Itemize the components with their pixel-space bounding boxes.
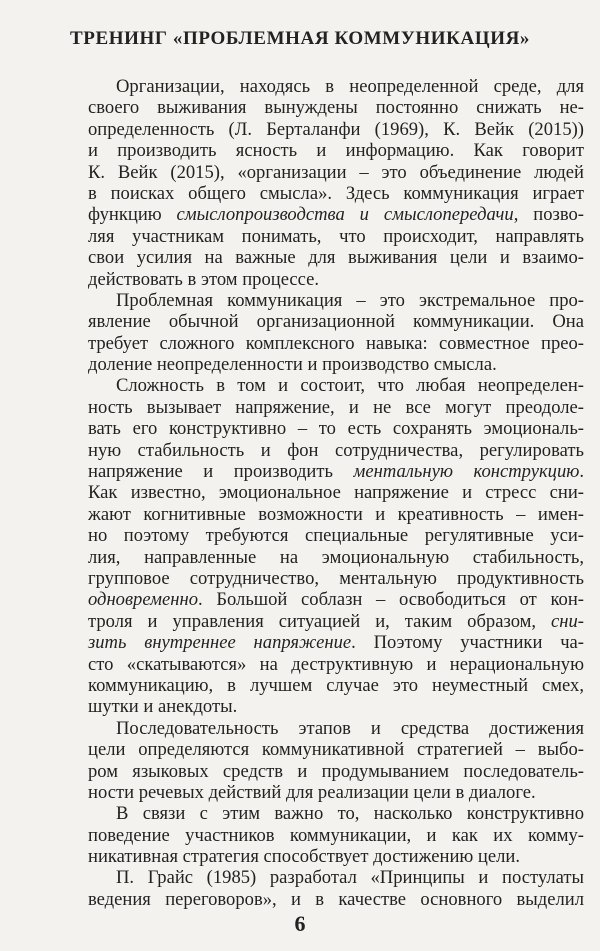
text-line: доление неопределенности и производство смысла. — [88, 354, 497, 376]
text-run: . Поэтому участники ча- — [351, 632, 585, 654]
text-line — [88, 461, 584, 482]
text-line: Проблемная коммуникация – это экстремальное про- — [116, 289, 584, 311]
text-line: Сложность в том и состоит, что любая неопределен- — [116, 375, 584, 397]
text-line: сто «скатываются» на деструктивную и нерациональную — [88, 653, 584, 675]
italic-emphasis: ментальную конструкцию — [353, 461, 580, 483]
italic-emphasis: одновременно — [88, 589, 199, 611]
text-line: Организации, находясь в неопределенной среде, для — [116, 76, 584, 97]
italic-emphasis: зить внутреннее напряжение — [88, 632, 352, 654]
text-run: . Большой соблазн – освободиться от кон- — [198, 589, 584, 611]
text-line: требует сложного комплексного навыка: совместное прео- — [88, 332, 584, 354]
text-line: Как известно, эмоциональное напряжение и стресс сни- — [88, 482, 584, 504]
text-line: ности речевых действий для реализации цели в диалоге. — [88, 781, 536, 803]
text-line — [88, 611, 584, 632]
text-run: функцию — [88, 204, 177, 226]
text-line — [88, 204, 584, 225]
text-run: , позво- — [513, 204, 584, 226]
body-text — [88, 76, 584, 910]
text-line: действовать в этом процессе. — [88, 268, 320, 290]
text-line: определенность (Л. Берталанфи (1969), К. Вейк (2015)) — [88, 118, 584, 140]
text-line: цели определяются коммуникативной стратегией – выбо- — [88, 739, 584, 761]
text-line: ляя участникам понимать, что происходит, направлять — [88, 225, 584, 247]
text-line: в поисках общего смысла». Здесь коммуникация играет — [88, 182, 584, 204]
text-line: В связи с этим важно то, насколько конструктивно — [116, 803, 584, 825]
text-line: и производить ясность и информацию. Как говорит — [88, 140, 584, 162]
text-line: групповое сотрудничество, ментальную продуктивность — [88, 567, 584, 589]
text-run: напряжение и производить — [88, 461, 354, 483]
page-number: 6 — [294, 911, 306, 936]
text-line: Последовательность этапов и средства достижения — [116, 717, 584, 739]
text-line: П. Грайс (1985) разработал «Принципы и постулаты — [116, 867, 584, 889]
text-line: свои усилия на важные для выживания цели и взаимо- — [88, 247, 584, 269]
text-line: К. Вейк (2015), «организации – это объединение людей — [88, 161, 584, 183]
text-line: ную стабильность и фон сотрудничества, регулировать — [88, 439, 584, 461]
text-line: но поэтому требуются специальные регулятивные уси- — [88, 525, 584, 547]
italic-emphasis: смыслопроизводства и смыслопередачи — [176, 204, 514, 226]
text-line: своего выживания вынуждены постоянно снижать не- — [88, 97, 584, 119]
text-line: коммуникацию, в лучшем случае это неуместный смех, — [88, 674, 584, 696]
italic-emphasis: сни- — [551, 610, 584, 632]
text-line: вать его конструктивно – то есть сохранять эмоциональ- — [88, 418, 584, 440]
text-line — [88, 632, 584, 653]
text-line: ром языковых средств и продумыванием последователь- — [88, 760, 584, 782]
text-line: явление обычной организационной коммуникации. Она — [88, 311, 584, 333]
text-line: ность вызывает напряжение, и не все могут преодоле- — [88, 396, 584, 418]
text-line: никативная стратегия способствует достижению цели. — [88, 846, 521, 868]
text-line: лия, направленные на эмоциональную стабильность, — [88, 546, 584, 568]
running-header: ТРЕНИНГ «ПРОБЛЕМНАЯ КОММУНИКАЦИЯ» — [69, 28, 531, 49]
text-run: троля и управления ситуацией и, таким образом, — [88, 610, 552, 632]
text-run: . — [579, 461, 585, 483]
text-line: жают когнитивные возможности и креативность – имен- — [88, 503, 584, 525]
text-line: шутки и анекдоты. — [88, 696, 238, 718]
text-line — [88, 589, 584, 610]
text-line: поведение участников коммуникации, и как их комму- — [88, 824, 584, 846]
text-line: ведения переговоров», и в качестве основного выделил — [88, 888, 584, 910]
